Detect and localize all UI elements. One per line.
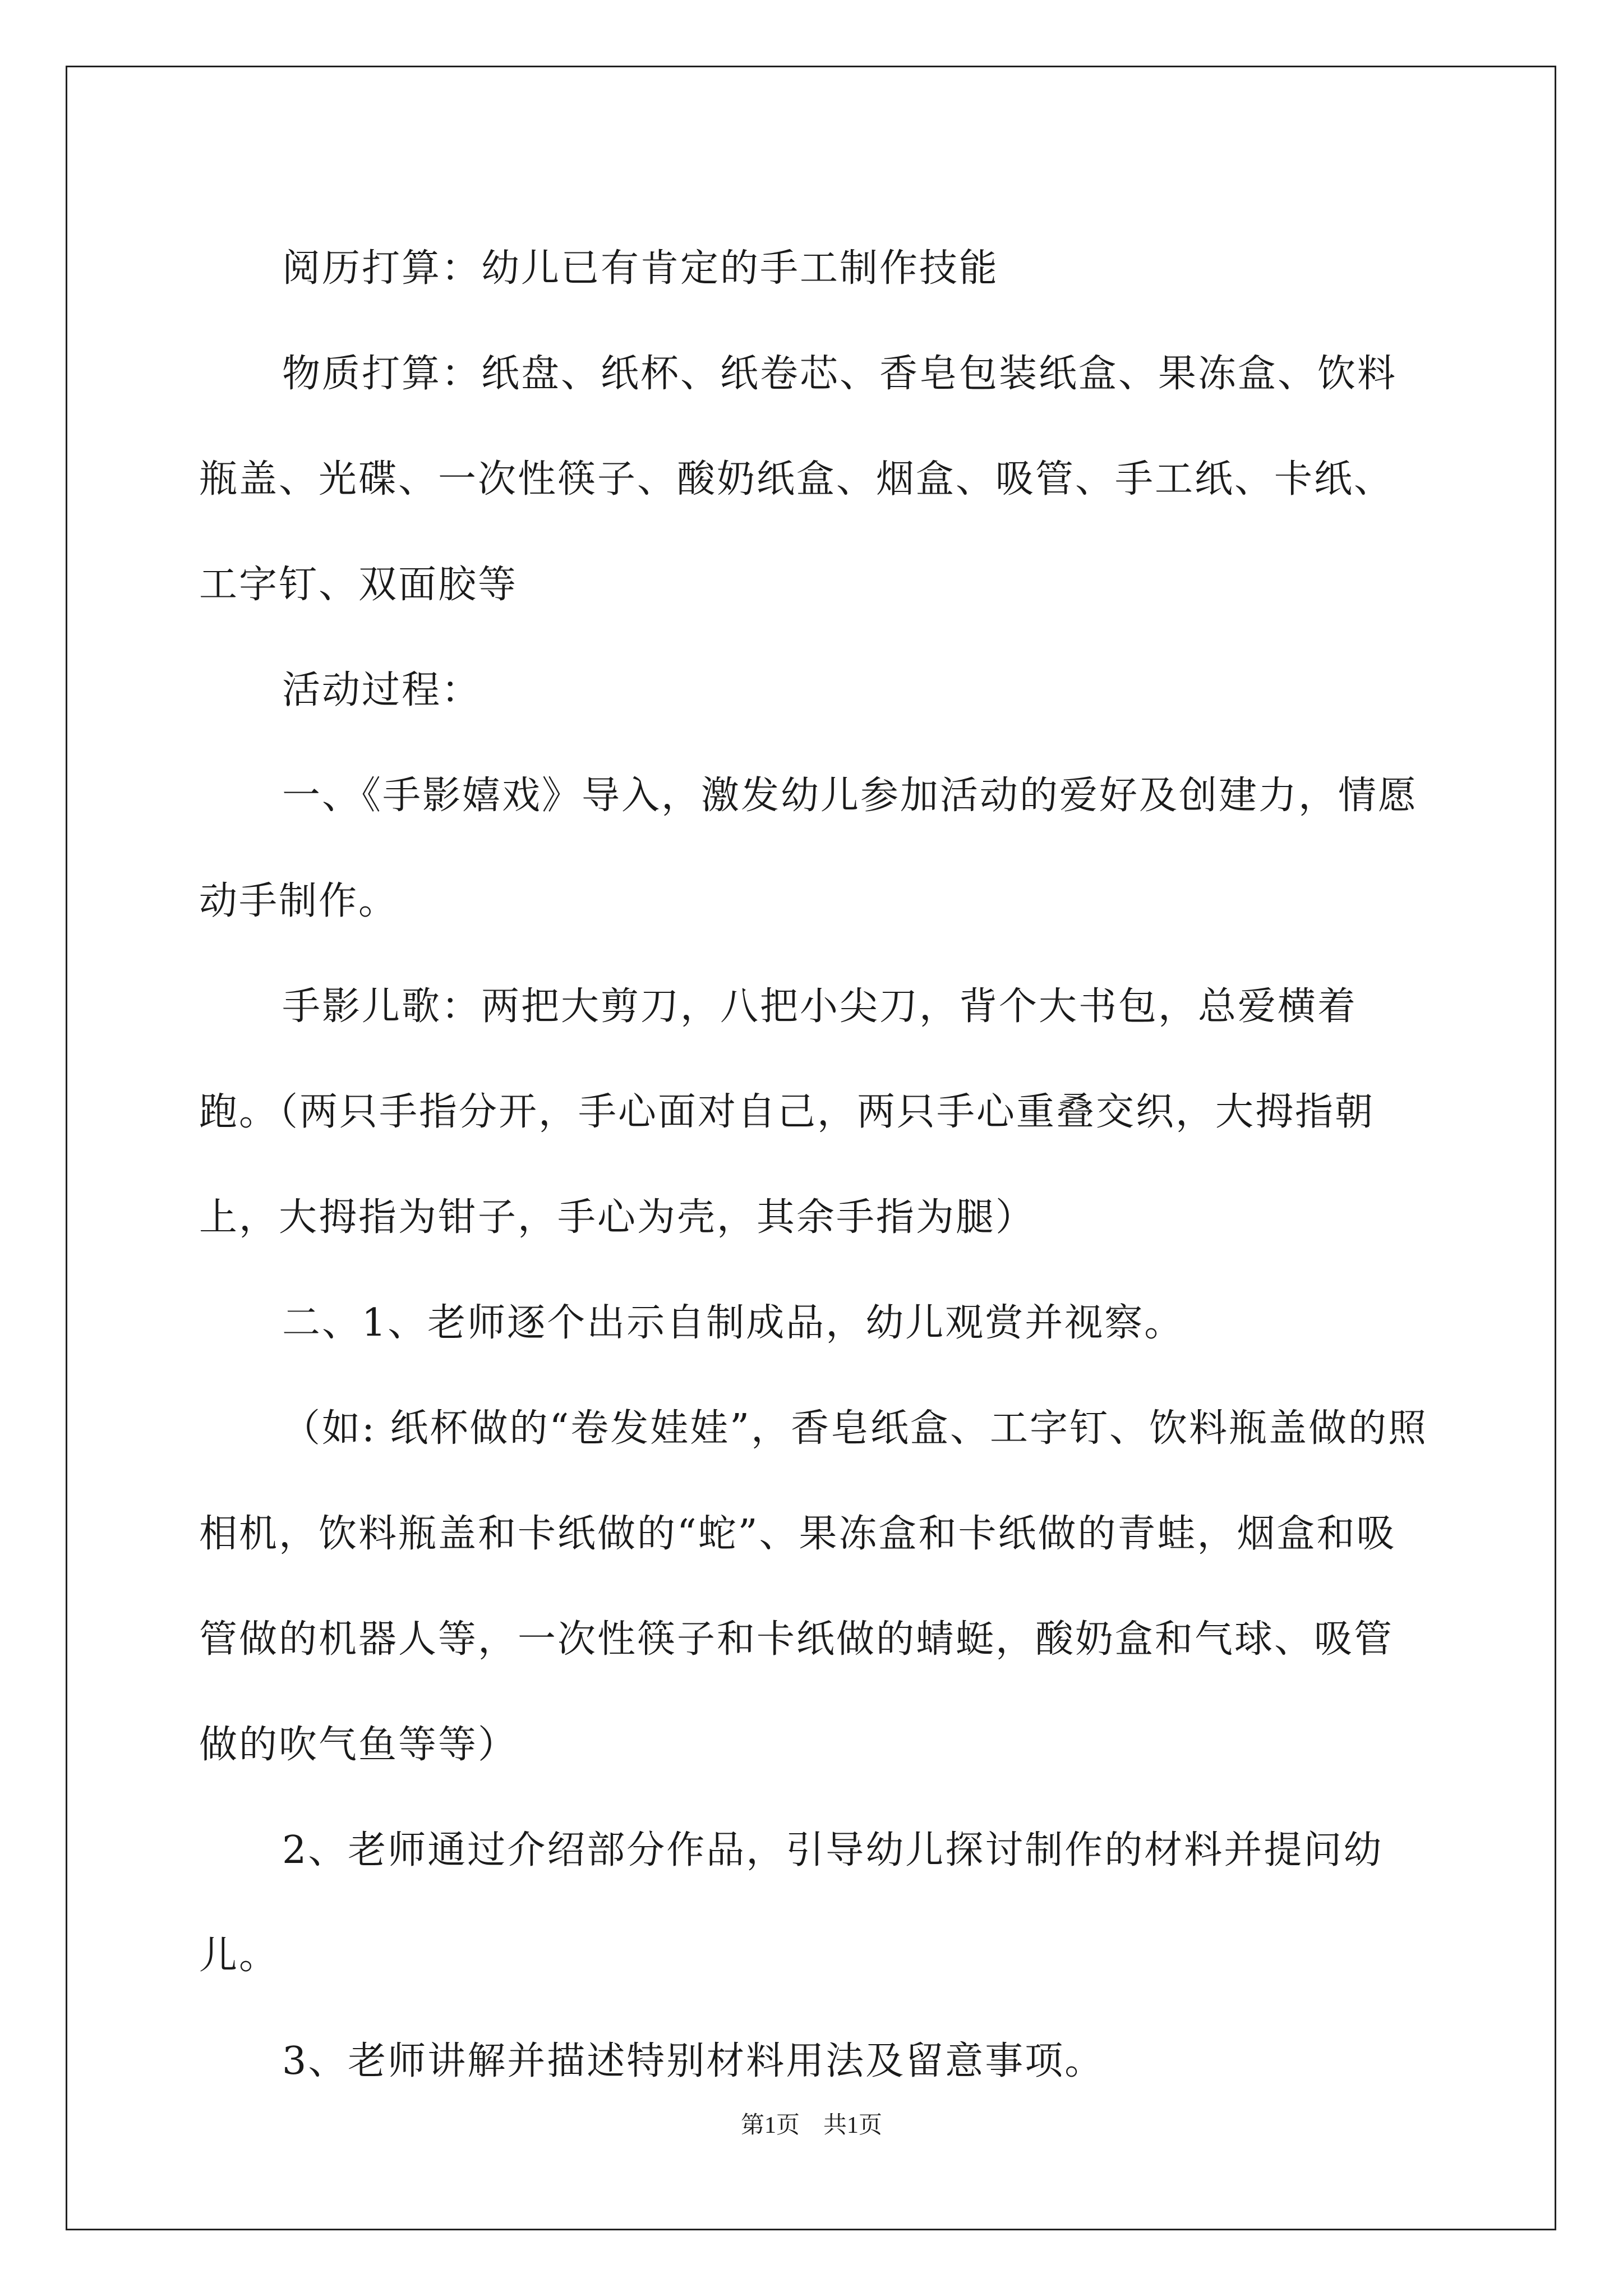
paragraph-experience-prep: 阅历打算：幼儿已有肯定的手工制作技能 bbox=[282, 246, 999, 291]
paragraph-step-two: 二、1、老师逐个出示自制成品，幼儿观赏并视察。 bbox=[282, 1301, 1184, 1345]
paragraph-examples: （如: 纸杯做的“卷发娃娃”，香皂纸盒、工字钉、饮料瓶盖做的照相机，饮料瓶盖和卡纸做的“蛇”、果冻盒和卡纸做的青蛙，烟盒和吸管做的机器人等，一次性筷子和卡纸做的蜻蜓，酸奶盒和气球、吸管做的吹气鱼等等） bbox=[199, 1406, 1428, 1767]
paragraph-activity-process: 活动过程： bbox=[282, 668, 482, 712]
paragraph-hand-shadow-song: 手影儿歌：两把大剪刀，八把小尖刀，背个大书包，总爱横着跑。（两只手指分开，手心面对自己，两只手心重叠交织，大拇指朝上，大拇指为钳子，手心为壳，其余手指为腿） bbox=[199, 984, 1375, 1240]
paragraph-step-two-3: 3、老师讲解并描述特别材料用法及留意事项。 bbox=[282, 2039, 1105, 2083]
document-body bbox=[199, 216, 1433, 2114]
paragraph-step-two-2: 2、老师通过介绍部分作品，引导幼儿探讨制作的材料并提问幼儿。 bbox=[199, 1828, 1384, 1978]
page-footer: 第1页 共1页 bbox=[740, 2113, 882, 2138]
paragraph-material-prep: 物质打算：纸盘、纸杯、纸卷芯、香皂包装纸盒、果冻盒、饮料瓶盖、光碟、一次性筷子、酸奶纸盒、烟盒、吸管、手工纸、卡纸、工字钉、双面胶等 bbox=[199, 352, 1398, 607]
paragraph-step-one: 一、《手影嬉戏》导入，激发幼儿参加活动的爱好及创建力，情愿动手制作。 bbox=[199, 774, 1418, 923]
